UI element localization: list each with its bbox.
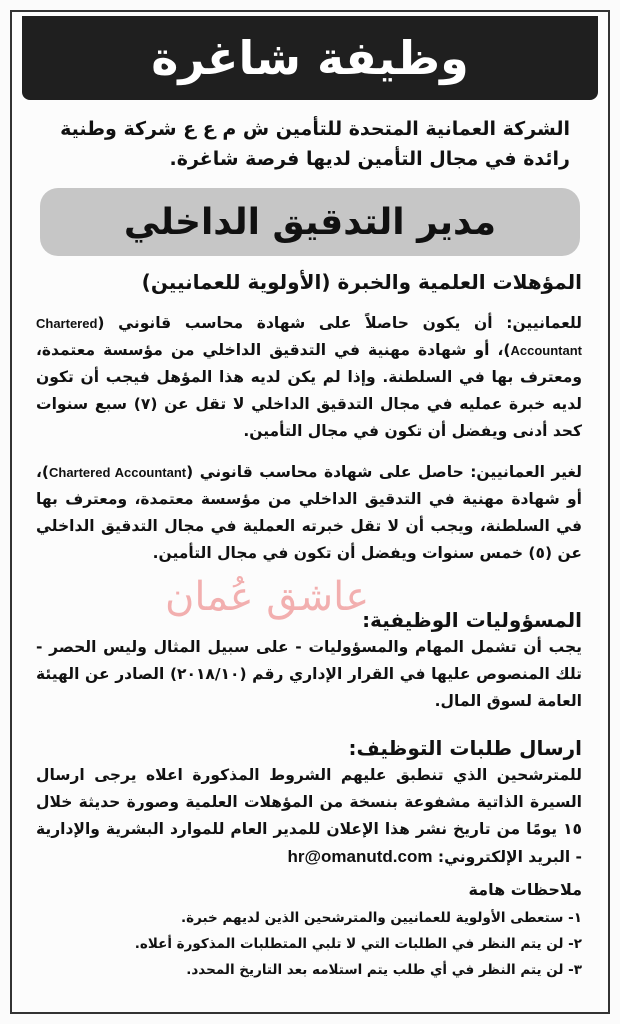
responsibilities-text: يجب أن تشمل المهام والمسؤوليات - على سبيل المثال وليس الحصر - تلك المنصوص عليها في القرار الإداري رقم (٢٠١٨/١٠) الصادر عن الهيئة العامة لسوق المال. (36, 638, 582, 710)
non-omani-text-after: )، أو شهادة مهنية في التدقيق الداخلي من مؤسسة معتمدة، ومعترف بها في السلطنة، ويجب أن لا تقل خبرته العملية في مجال التدقيق الداخلي عن (٥) خمس سنوات ويفضل أن تكون في مجال التأمين. (36, 463, 582, 562)
notes-section (36, 880, 582, 983)
omani-text-after: )، أو شهادة مهنية في التدقيق الداخلي من مؤسسة معتمدة، ومعترف بها في السلطنة. وإذا لم يكن لديه هذا المؤهل فيجب أن تكون لديه خبرة عمليه في مجال التدقيق الداخلي لا تقل عن (٧) سبع سنوات كحد أدنى ويفضل أن تكون في مجال التأمين. (36, 341, 582, 440)
email-link[interactable]: hr@omanutd.com (287, 847, 433, 866)
applications-section (36, 734, 582, 871)
notes-heading: ملاحظات هامة (468, 880, 582, 899)
applications-text (36, 762, 582, 871)
responsibilities-section (36, 606, 582, 715)
omani-requirements (36, 310, 582, 445)
qualifications-heading: المؤهلات العلمية والخبرة (الأولوية للعمانيين) (141, 270, 582, 294)
note-item: ١- ستعطى الأولوية للعمانيين والمترشحين الذين لديهم خبرة. (181, 910, 582, 926)
position-title: مدير التدقيق الداخلي (123, 201, 497, 243)
qualifications-section (36, 268, 582, 567)
note-item: ٢- لن يتم النظر في الطلبات التي لا تلبي المتطلبات المذكورة أعلاه. (134, 936, 582, 952)
applications-heading: ارسال طلبات التوظيف: (348, 736, 582, 760)
responsibilities-heading: المسؤوليات الوظيفية: (362, 608, 582, 632)
omani-cert-latin: Chartered Accountant (36, 316, 582, 358)
company-intro: الشركة العمانية المتحدة للتأمين ش م ع ع شركة وطنية رائدة في مجال التأمين لديها فرصة شاغرة. (60, 118, 570, 170)
note-item: ٣- لن يتم النظر في أي طلب يتم استلامه بعد التاريخ المحدد. (186, 962, 582, 978)
applications-body: للمترشحين الذي تنطبق عليهم الشروط المذكورة اعلاه يرجى ارسال السيرة الذاتية مشفوعة بنسخة من المؤهلات العلمية وصورة حديثة خلال ١٥ يومًا من تاريخ نشر هذا الإعلان للمدير العام للموارد البشرية والإدارية - البريد الإلكتروني: (36, 766, 582, 866)
omani-text-before: أن يكون حاصلاً على شهادة محاسب قانوني ( (97, 314, 507, 332)
non-omani-requirements (36, 459, 582, 567)
non-omani-cert-latin: Chartered Accountant (48, 465, 187, 480)
banner-title: وظيفة شاغرة (151, 31, 469, 85)
non-omani-lead: لغير العمانيين: (470, 463, 582, 481)
position-box (40, 188, 580, 256)
watermark-text: عاشق عُمان (165, 574, 370, 620)
vacancy-banner (22, 16, 598, 100)
omani-lead: للعمانيين: (506, 314, 582, 332)
non-omani-text-before: حاصل على شهادة محاسب قانوني ( (186, 463, 471, 481)
